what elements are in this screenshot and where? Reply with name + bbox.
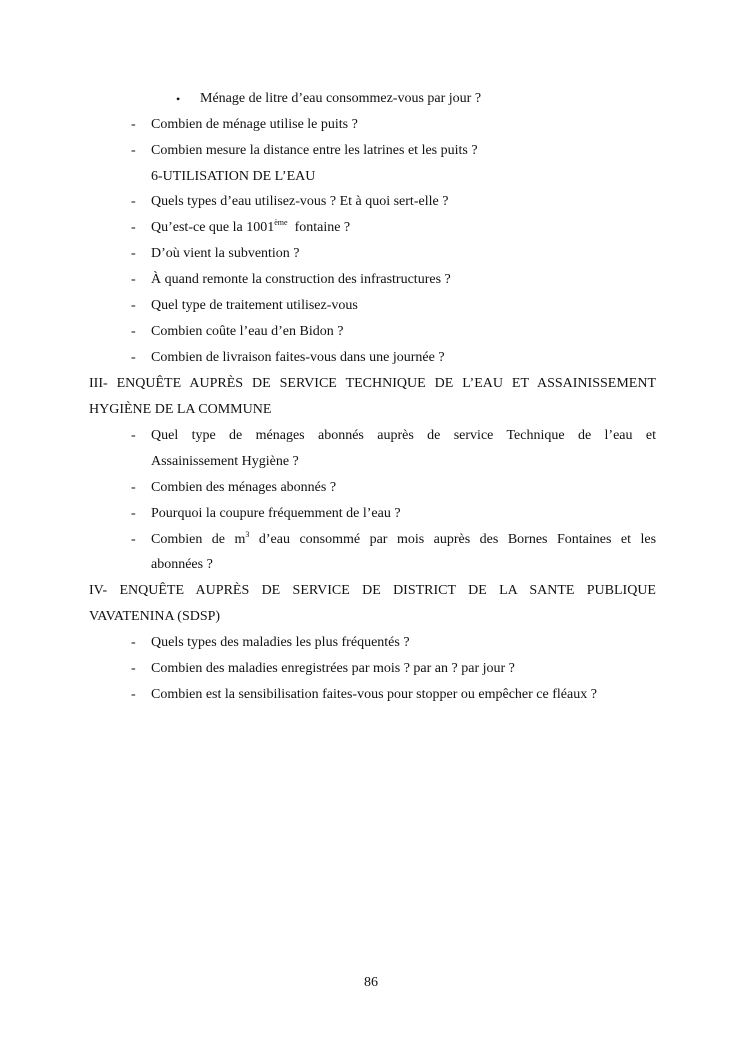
heading-district-sante-line2: VAVATENINA (SDSP): [89, 609, 221, 624]
question-coupure: Pourquoi la coupure fréquemment de l’eau ?: [151, 506, 401, 521]
dash-marker: -: [131, 324, 136, 339]
question-maladies-types: Quels types des maladies les plus fréquentés ?: [151, 635, 410, 650]
dash-marker: -: [131, 143, 136, 158]
question-sensibilisation: Combien est la sensibilisation faites-vous pour stopper ou empêcher ce fléaux ?: [151, 687, 597, 702]
question-m3-line2: abonnées ?: [151, 557, 213, 572]
fontaine-suffix: fontaine ?: [294, 220, 351, 235]
section-heading-utilisation-eau: 6-UTILISATION DE L’EAU: [151, 169, 316, 184]
page-number: 86: [364, 975, 378, 990]
dash-marker: -: [131, 532, 136, 547]
question-construction: À quand remonte la construction des infrastructures ?: [151, 272, 451, 287]
dash-marker: -: [131, 661, 136, 676]
bullet-item-menage-litre: Ménage de litre d’eau consommez-vous par jour ?: [200, 91, 482, 106]
dash-marker: -: [131, 220, 136, 235]
dash-marker: -: [131, 117, 136, 132]
dash-marker: -: [131, 350, 136, 365]
dash-marker: -: [131, 480, 136, 495]
fontaine-superscript: ème: [274, 218, 288, 227]
m3-suffix: d’eau consommé par mois auprès des Bornes Fontaines et les: [258, 532, 657, 547]
question-maladies-enregistrees: Combien des maladies enregistrées par mois ? par an ? par jour ?: [151, 661, 515, 676]
question-menages-abonnes: Combien des ménages abonnés ?: [151, 480, 337, 495]
m3-prefix: Combien de m: [151, 532, 246, 547]
dash-marker: -: [131, 246, 136, 261]
dash-marker: -: [131, 428, 136, 443]
heading-service-technique-line2: HYGIÈNE DE LA COMMUNE: [89, 402, 272, 417]
question-subvention: D’où vient la subvention ?: [151, 246, 300, 261]
question-type-menages-line1: Quel type de ménages abonnés auprès de service Technique de l’eau et: [151, 428, 656, 443]
question-traitement: Quel type de traitement utilisez-vous: [151, 298, 358, 313]
m3-superscript: 3: [245, 530, 250, 539]
dash-marker: -: [131, 635, 136, 650]
question-fontaine: [151, 220, 350, 236]
heading-service-technique-line1: III- ENQUÊTE AUPRÈS DE SERVICE TECHNIQUE DE L’EAU ET ASSAINISSEMENT: [89, 376, 656, 391]
question-distance-latrines: Combien mesure la distance entre les latrines et les puits ?: [151, 143, 478, 158]
heading-district-sante-line1: IV- ENQUÊTE AUPRÈS DE SERVICE DE DISTRICT DE LA SANTE PUBLIQUE: [89, 583, 656, 598]
question-m3-line1: [151, 532, 656, 548]
fontaine-prefix: Qu’est-ce que la 1001: [151, 220, 275, 235]
bullet-marker: •: [176, 92, 181, 106]
dash-marker: -: [131, 687, 136, 702]
dash-marker: -: [131, 506, 136, 521]
question-livraison: Combien de livraison faites-vous dans une journée ?: [151, 350, 445, 365]
question-cout-bidon: Combien coûte l’eau d’en Bidon ?: [151, 324, 344, 339]
dash-marker: -: [131, 298, 136, 313]
question-type-menages-line2: Assainissement Hygiène ?: [151, 454, 299, 469]
dash-marker: -: [131, 272, 136, 287]
question-puits-menage: Combien de ménage utilise le puits ?: [151, 117, 358, 132]
dash-marker: -: [131, 194, 136, 209]
question-types-eau: Quels types d’eau utilisez-vous ? Et à quoi sert-elle ?: [151, 194, 449, 209]
